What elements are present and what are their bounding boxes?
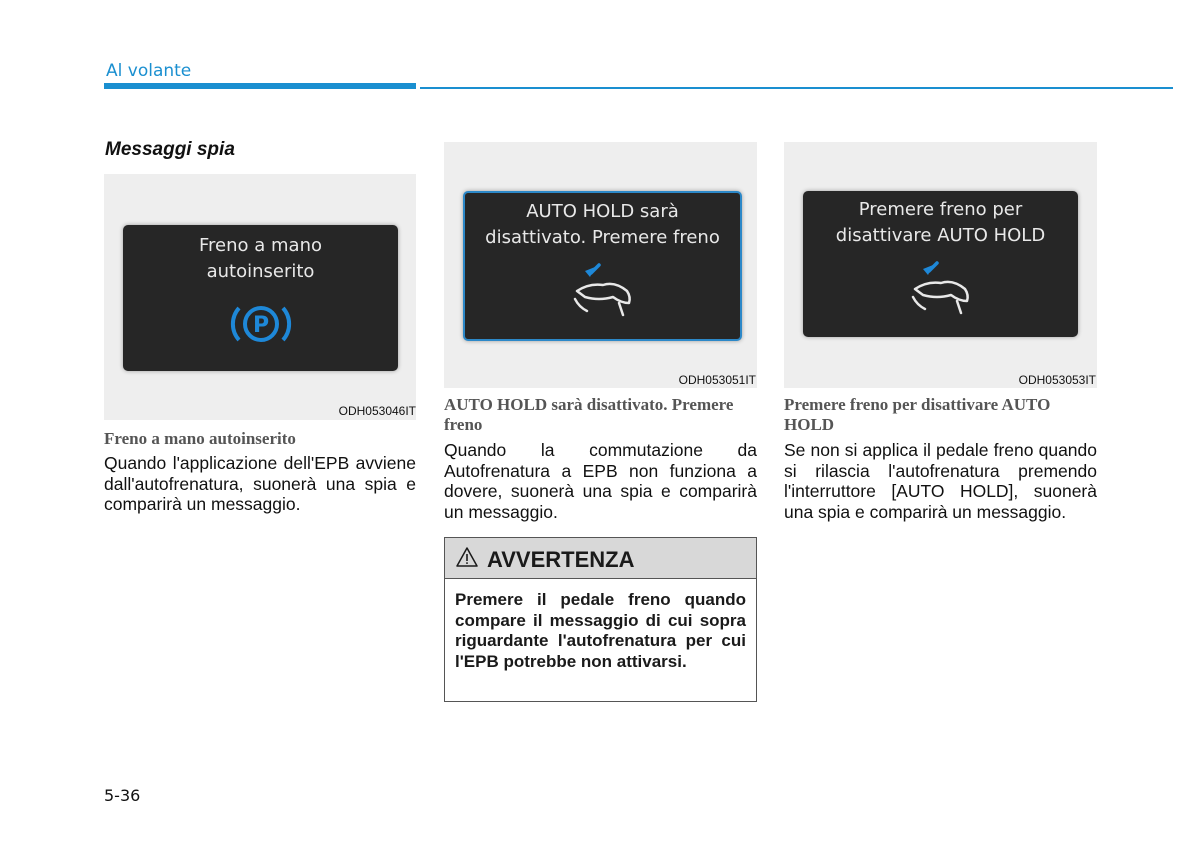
figure-press-brake <box>784 142 1097 388</box>
figure-code: ODH053053IT <box>1018 373 1096 387</box>
warning-triangle-icon <box>456 547 478 567</box>
cluster-display <box>123 225 398 371</box>
figure-code: ODH053046IT <box>338 404 416 418</box>
cluster-display <box>463 191 742 341</box>
brake-pedal-icon <box>907 259 977 317</box>
warning-header <box>445 538 756 579</box>
caption-press-brake: Premere freno per disattivare AUTO HOLD <box>784 395 1051 434</box>
subheading: Messaggi spia <box>105 139 235 160</box>
brake-pedal-icon <box>569 261 639 319</box>
display-line-2: autoinserito <box>206 261 315 282</box>
body-parking-brake: Quando l'applicazione dell'EPB avviene dall'autofrenatura, suonerà una spia e comparirà un messaggio. <box>104 453 416 514</box>
warning-body: Premere il pedale freno quando compare il messaggio di cui sopra riguardante l'autofrenatura per cui l'EPB potrebbe non attivarsi. <box>455 590 746 671</box>
display-line-2: disattivato. Premere freno <box>485 227 720 248</box>
cluster-display <box>803 191 1078 337</box>
body-auto-hold-disabled: Quando la commutazione da Autofrenatura a EPB non funziona a dovere, suonerà una spia e comparirà un messaggio. <box>444 440 757 522</box>
caption-auto-hold-disabled: AUTO HOLD sarà disattivato. Premere freno <box>444 395 734 434</box>
warning-title: AVVERTENZA <box>487 547 635 572</box>
warning-box <box>444 537 757 702</box>
display-line-1: AUTO HOLD sarà <box>526 201 679 222</box>
body-press-brake: Se non si applica il pedale freno quando si rilascia l'autofrenatura premendo l'interruttore [AUTO HOLD], suonerà una spia e comparirà un messaggio. <box>784 440 1097 522</box>
caption-parking-brake: Freno a mano autoinserito <box>104 429 296 448</box>
figure-parking-brake <box>104 174 416 420</box>
section-title: Al volante <box>106 61 192 81</box>
figure-code: ODH053051IT <box>678 373 756 387</box>
display-line-1: Premere freno per <box>858 199 1023 220</box>
svg-text:P: P <box>252 313 270 338</box>
header-rule-thick <box>104 83 416 89</box>
display-line-2: disattivare AUTO HOLD <box>835 225 1046 246</box>
parking-brake-icon <box>227 300 295 348</box>
display-line-1: Freno a mano <box>198 235 322 256</box>
page-number: 5-36 <box>104 786 141 805</box>
figure-auto-hold-disabled <box>444 142 757 388</box>
header-rule-thin <box>420 87 1173 89</box>
